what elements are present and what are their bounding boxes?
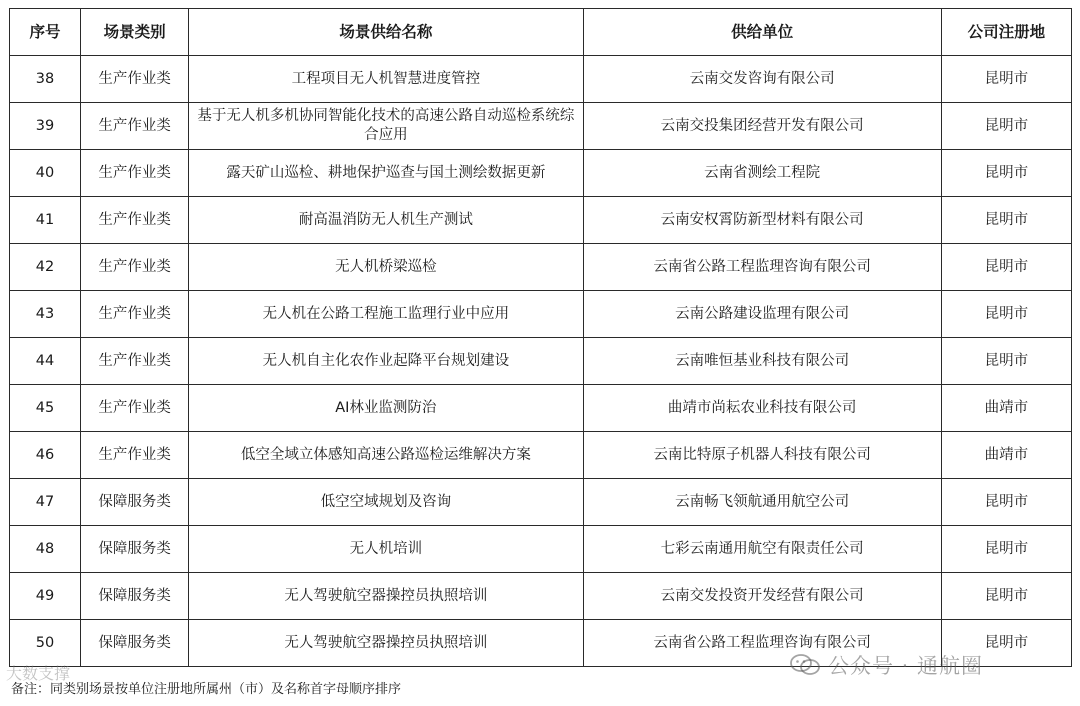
wechat-icon: [790, 654, 820, 676]
cell-registration-place: 昆明市: [941, 150, 1071, 197]
cell-serial-number: 40: [10, 150, 81, 197]
header-serial-number: 序号: [10, 9, 81, 56]
cell-registration-place: 曲靖市: [941, 385, 1071, 432]
cell-supplier-unit: 云南交投集团经营开发有限公司: [583, 103, 941, 150]
table-body: [10, 56, 1072, 667]
header-registration-place: 公司注册地: [941, 9, 1071, 56]
cell-serial-number: 46: [10, 432, 81, 479]
cell-scene-supply-name: 无人机培训: [189, 526, 583, 573]
cell-scene-category: 生产作业类: [81, 103, 189, 150]
watermark-right: [790, 648, 983, 682]
table-row: [10, 56, 1072, 103]
table-row: [10, 150, 1072, 197]
cell-serial-number: 44: [10, 338, 81, 385]
cell-scene-supply-name: 低空空域规划及咨询: [189, 479, 583, 526]
table-row: [10, 526, 1072, 573]
cell-scene-supply-name: 无人机桥梁巡检: [189, 244, 583, 291]
table-row: [10, 103, 1072, 150]
table-row: [10, 573, 1072, 620]
cell-registration-place: 昆明市: [941, 197, 1071, 244]
cell-serial-number: 38: [10, 56, 81, 103]
cell-scene-category: 保障服务类: [81, 526, 189, 573]
cell-registration-place: 昆明市: [941, 526, 1071, 573]
cell-registration-place: 昆明市: [941, 103, 1071, 150]
cell-supplier-unit: 云南安权霄防新型材料有限公司: [583, 197, 941, 244]
cell-registration-place: 昆明市: [941, 620, 1071, 667]
cell-scene-category: 生产作业类: [81, 197, 189, 244]
cell-scene-category: 保障服务类: [81, 620, 189, 667]
cell-registration-place: 昆明市: [941, 291, 1071, 338]
cell-registration-place: 昆明市: [941, 56, 1071, 103]
cell-supplier-unit: 云南省公路工程监理咨询有限公司: [583, 620, 941, 667]
cell-supplier-unit: 云南省公路工程监理咨询有限公司: [583, 244, 941, 291]
cell-serial-number: 42: [10, 244, 81, 291]
cell-supplier-unit: 云南比特原子机器人科技有限公司: [583, 432, 941, 479]
cell-scene-supply-name: 低空全域立体感知高速公路巡检运维解决方案: [189, 432, 583, 479]
cell-registration-place: 昆明市: [941, 573, 1071, 620]
cell-supplier-unit: 曲靖市尚耘农业科技有限公司: [583, 385, 941, 432]
table-header-row: [10, 9, 1072, 56]
cell-supplier-unit: 云南交发咨询有限公司: [583, 56, 941, 103]
cell-serial-number: 41: [10, 197, 81, 244]
cell-scene-category: 生产作业类: [81, 385, 189, 432]
table-row: [10, 479, 1072, 526]
table-footnote: 备注：同类别场景按单位注册地所属州（市）及名称首字母顺序排序: [11, 682, 402, 697]
cell-scene-category: 生产作业类: [81, 150, 189, 197]
cell-scene-category: 生产作业类: [81, 56, 189, 103]
cell-scene-supply-name: 无人机自主化农作业起降平台规划建设: [189, 338, 583, 385]
table-row: [10, 197, 1072, 244]
cell-scene-supply-name: 工程项目无人机智慧进度管控: [189, 56, 583, 103]
watermark-left: 大数支撑: [6, 664, 71, 683]
cell-serial-number: 45: [10, 385, 81, 432]
table-row: [10, 338, 1072, 385]
cell-serial-number: 47: [10, 479, 81, 526]
header-supplier-unit: 供给单位: [583, 9, 941, 56]
cell-scene-supply-name: 露天矿山巡检、耕地保护巡查与国土测绘数据更新: [189, 150, 583, 197]
cell-supplier-unit: 云南唯恒基业科技有限公司: [583, 338, 941, 385]
table-row: [10, 244, 1072, 291]
cell-registration-place: 昆明市: [941, 244, 1071, 291]
cell-supplier-unit: 云南公路建设监理有限公司: [583, 291, 941, 338]
cell-scene-category: 保障服务类: [81, 573, 189, 620]
cell-scene-category: 生产作业类: [81, 432, 189, 479]
cell-serial-number: 39: [10, 103, 81, 150]
cell-supplier-unit: 七彩云南通用航空有限责任公司: [583, 526, 941, 573]
cell-scene-supply-name: 耐高温消防无人机生产测试: [189, 197, 583, 244]
cell-scene-category: 生产作业类: [81, 244, 189, 291]
scene-supply-table: [9, 8, 1072, 667]
cell-registration-place: 昆明市: [941, 479, 1071, 526]
cell-scene-supply-name: 基于无人机多机协同智能化技术的高速公路自动巡检系统综合应用: [189, 103, 583, 150]
cell-serial-number: 43: [10, 291, 81, 338]
cell-scene-supply-name: 无人机在公路工程施工监理行业中应用: [189, 291, 583, 338]
cell-serial-number: 48: [10, 526, 81, 573]
cell-supplier-unit: 云南交发投资开发经营有限公司: [583, 573, 941, 620]
cell-scene-category: 保障服务类: [81, 479, 189, 526]
table-row: [10, 432, 1072, 479]
header-scene-category: 场景类别: [81, 9, 189, 56]
table-row: [10, 291, 1072, 338]
cell-serial-number: 50: [10, 620, 81, 667]
cell-supplier-unit: 云南畅飞领航通用航空公司: [583, 479, 941, 526]
cell-scene-category: 生产作业类: [81, 338, 189, 385]
cell-scene-supply-name: 无人驾驶航空器操控员执照培训: [189, 620, 583, 667]
cell-registration-place: 昆明市: [941, 338, 1071, 385]
cell-scene-supply-name: 无人驾驶航空器操控员执照培训: [189, 573, 583, 620]
cell-supplier-unit: 云南省测绘工程院: [583, 150, 941, 197]
watermark-account-name: 公众号 · 通航圈: [828, 654, 984, 678]
cell-registration-place: 曲靖市: [941, 432, 1071, 479]
cell-scene-category: 生产作业类: [81, 291, 189, 338]
cell-serial-number: 49: [10, 573, 81, 620]
header-scene-supply-name: 场景供给名称: [189, 9, 583, 56]
table-row: [10, 385, 1072, 432]
cell-scene-supply-name: AI林业监测防治: [189, 385, 583, 432]
